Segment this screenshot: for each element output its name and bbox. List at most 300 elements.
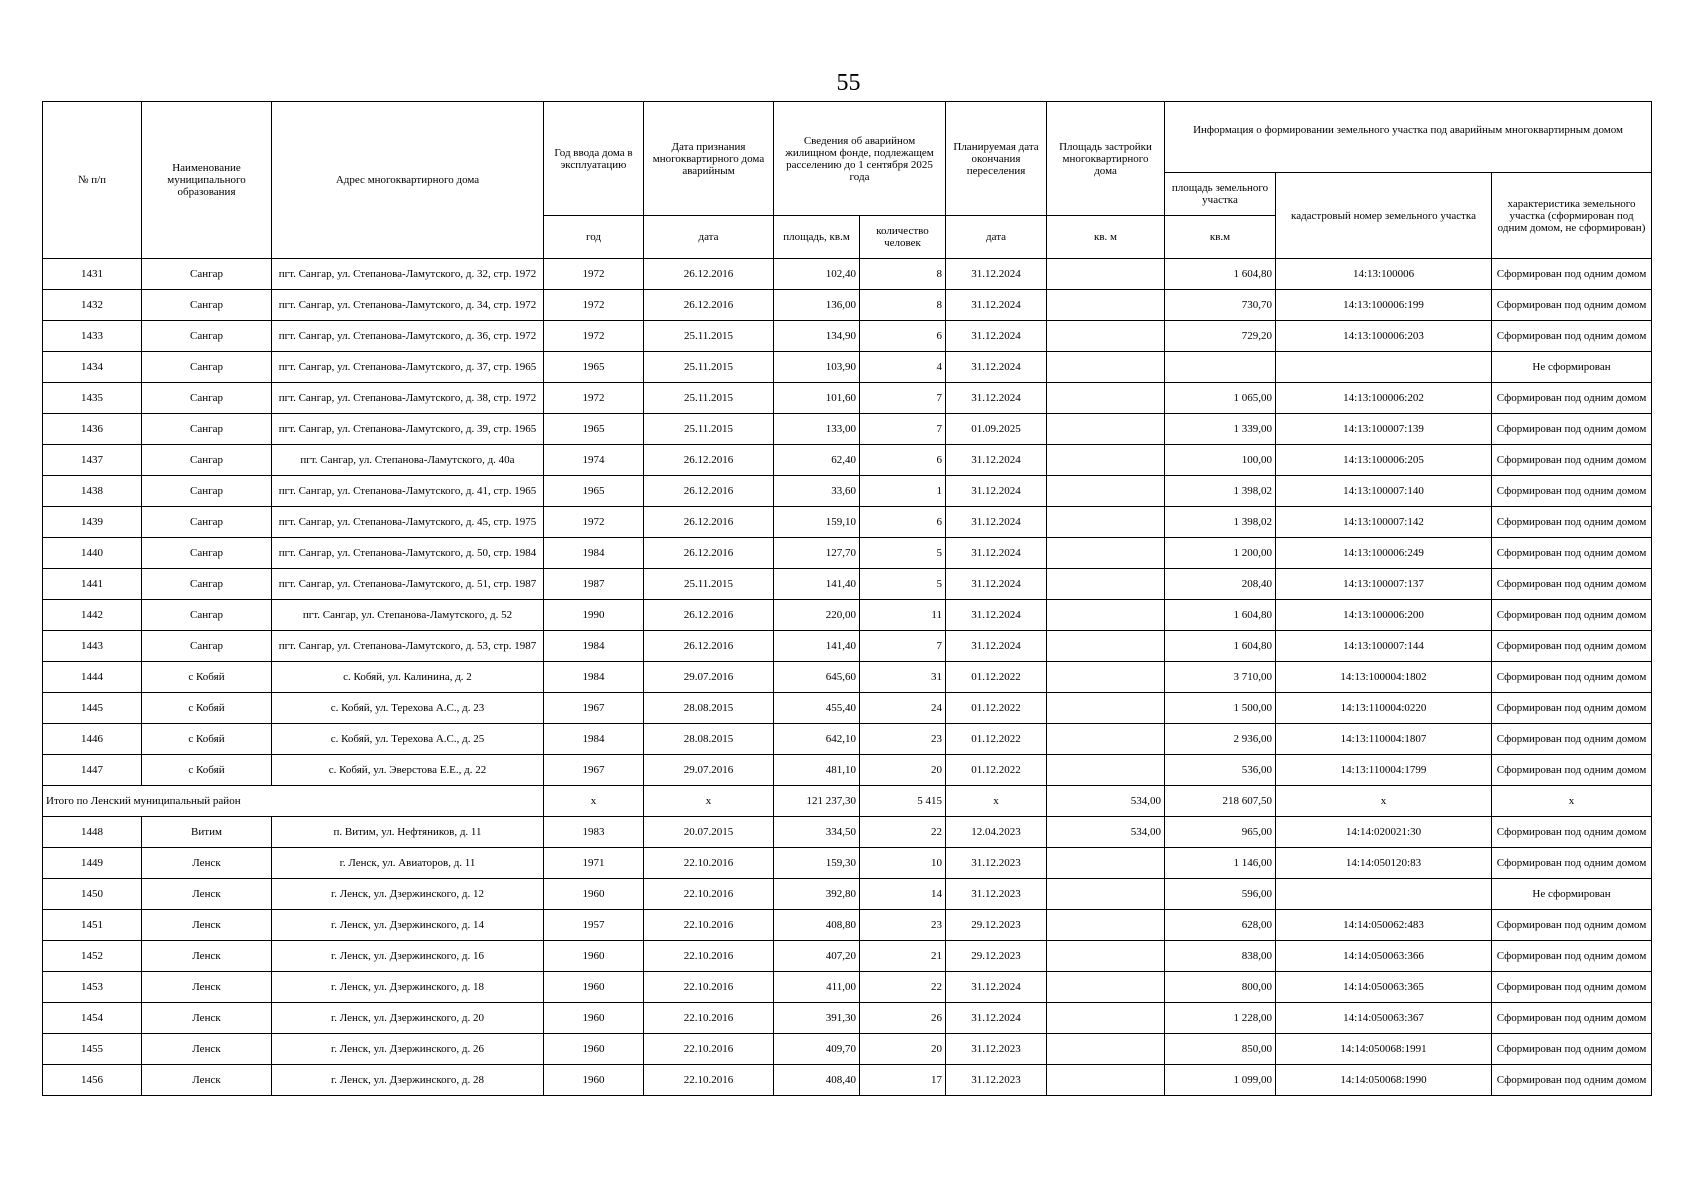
characteristic-cell: Сформирован под одним домом [1492,383,1652,414]
year-cell: 1974 [544,445,644,476]
address-cell: г. Ленск, ул. Дзержинского, д. 14 [272,910,544,941]
municipality-cell: Ленск [142,941,272,972]
row-num: 1450 [43,879,142,910]
planned-date-cell: 31.12.2024 [946,352,1047,383]
year-cell: 1971 [544,848,644,879]
planned-date-cell: 12.04.2023 [946,817,1047,848]
planned-date-cell: 31.12.2024 [946,290,1047,321]
row-num: 1441 [43,569,142,600]
total-date-cell: x [644,786,774,817]
people-cell: 8 [860,290,946,321]
characteristic-cell: Сформирован под одним домом [1492,848,1652,879]
planned-date-cell: 31.12.2024 [946,1003,1047,1034]
row-num: 1447 [43,755,142,786]
address-cell: пгт. Сангар, ул. Степанова-Ламутского, д. 52 [272,600,544,631]
planned-date-cell: 01.09.2025 [946,414,1047,445]
table-row [43,755,1652,786]
cadastral-cell: 14:14:050063:367 [1276,1003,1492,1034]
planned-date-cell: 29.12.2023 [946,941,1047,972]
cadastral-cell: 14:13:100007:137 [1276,569,1492,600]
row-num: 1434 [43,352,142,383]
cadastral-cell: 14:13:100007:142 [1276,507,1492,538]
header-planned-date: Планируемая дата окончания переселения [946,102,1047,216]
address-cell: г. Ленск, ул. Авиаторов, д. 11 [272,848,544,879]
planned-date-cell: 01.12.2022 [946,693,1047,724]
row-num: 1445 [43,693,142,724]
table-row [43,848,1652,879]
cadastral-cell: 14:13:100006:200 [1276,600,1492,631]
total-cad-cell: x [1276,786,1492,817]
characteristic-cell: Сформирован под одним домом [1492,290,1652,321]
header-year: Год ввода дома в эксплуатацию [544,102,644,216]
people-cell: 10 [860,848,946,879]
built-area-cell [1047,910,1165,941]
total-planned-cell: x [946,786,1047,817]
people-cell: 31 [860,662,946,693]
municipality-cell: Сангар [142,383,272,414]
address-cell: пгт. Сангар, ул. Степанова-Ламутского, д. 37, стр. 1965 [272,352,544,383]
municipality-cell: Сангар [142,631,272,662]
year-cell: 1972 [544,259,644,290]
table-row [43,941,1652,972]
table-row [43,1065,1652,1096]
planned-date-cell: 31.12.2023 [946,1034,1047,1065]
cadastral-cell: 14:14:050062:483 [1276,910,1492,941]
row-num: 1437 [43,445,142,476]
address-cell: г. Ленск, ул. Дзержинского, д. 16 [272,941,544,972]
built-area-cell [1047,414,1165,445]
built-area-cell [1047,569,1165,600]
table-row [43,383,1652,414]
header-land-info: Информация о формировании земельного участка под аварийным многоквартирным домом [1165,102,1652,173]
area-cell: 481,10 [774,755,860,786]
built-area-cell [1047,631,1165,662]
built-area-cell [1047,724,1165,755]
address-cell: пгт. Сангар, ул. Степанова-Ламутского, д. 40а [272,445,544,476]
municipality-cell: Ленск [142,910,272,941]
people-cell: 17 [860,1065,946,1096]
area-cell: 645,60 [774,662,860,693]
cadastral-cell: 14:13:100007:144 [1276,631,1492,662]
area-cell: 220,00 [774,600,860,631]
people-cell: 14 [860,879,946,910]
date-cell: 25.11.2015 [644,321,774,352]
planned-date-cell: 29.12.2023 [946,910,1047,941]
total-people-cell: 5 415 [860,786,946,817]
row-num: 1432 [43,290,142,321]
characteristic-cell: Сформирован под одним домом [1492,755,1652,786]
characteristic-cell: Сформирован под одним домом [1492,414,1652,445]
table-row [43,290,1652,321]
planned-date-cell: 31.12.2023 [946,1065,1047,1096]
cadastral-cell: 14:14:050068:1990 [1276,1065,1492,1096]
row-num: 1443 [43,631,142,662]
table-row [43,631,1652,662]
land-area-cell: 1 398,02 [1165,476,1276,507]
address-cell: с. Кобяй, ул. Терехова А.С., д. 25 [272,724,544,755]
area-cell: 455,40 [774,693,860,724]
table-row [43,1034,1652,1065]
unit-year: год [544,216,644,259]
year-cell: 1960 [544,1065,644,1096]
year-cell: 1984 [544,538,644,569]
area-cell: 127,70 [774,538,860,569]
municipality-cell: Ленск [142,972,272,1003]
land-area-cell [1165,352,1276,383]
table-row [43,879,1652,910]
row-num: 1442 [43,600,142,631]
characteristic-cell: Сформирован под одним домом [1492,321,1652,352]
land-area-cell: 2 936,00 [1165,724,1276,755]
address-cell: г. Ленск, ул. Дзержинского, д. 20 [272,1003,544,1034]
characteristic-cell: Сформирован под одним домом [1492,476,1652,507]
municipality-cell: Сангар [142,507,272,538]
land-area-cell: 596,00 [1165,879,1276,910]
year-cell: 1984 [544,724,644,755]
area-cell: 33,60 [774,476,860,507]
characteristic-cell: Сформирован под одним домом [1492,631,1652,662]
area-cell: 133,00 [774,414,860,445]
planned-date-cell: 31.12.2024 [946,507,1047,538]
date-cell: 22.10.2016 [644,1003,774,1034]
header-address: Адрес многоквартирного дома [272,102,544,259]
row-num: 1451 [43,910,142,941]
municipality-cell: Сангар [142,321,272,352]
area-cell: 62,40 [774,445,860,476]
area-cell: 102,40 [774,259,860,290]
cadastral-cell: 14:14:050068:1991 [1276,1034,1492,1065]
built-area-cell [1047,879,1165,910]
date-cell: 22.10.2016 [644,1034,774,1065]
table-row [43,507,1652,538]
built-area-cell: 534,00 [1047,817,1165,848]
land-area-cell: 1 500,00 [1165,693,1276,724]
land-area-cell: 3 710,00 [1165,662,1276,693]
cadastral-cell: 14:14:050120:83 [1276,848,1492,879]
year-cell: 1960 [544,1034,644,1065]
land-area-cell: 1 339,00 [1165,414,1276,445]
municipality-cell: с Кобяй [142,693,272,724]
date-cell: 28.08.2015 [644,693,774,724]
row-num: 1455 [43,1034,142,1065]
municipality-cell: с Кобяй [142,755,272,786]
people-cell: 21 [860,941,946,972]
year-cell: 1972 [544,507,644,538]
area-cell: 408,40 [774,1065,860,1096]
row-num: 1454 [43,1003,142,1034]
year-cell: 1972 [544,290,644,321]
address-cell: пгт. Сангар, ул. Степанова-Ламутского, д. 41, стр. 1965 [272,476,544,507]
land-area-cell: 850,00 [1165,1034,1276,1065]
address-cell: пгт. Сангар, ул. Степанова-Ламутского, д. 50, стр. 1984 [272,538,544,569]
row-num: 1456 [43,1065,142,1096]
area-cell: 392,80 [774,879,860,910]
planned-date-cell: 01.12.2022 [946,724,1047,755]
land-area-cell: 965,00 [1165,817,1276,848]
table-row [43,569,1652,600]
year-cell: 1987 [544,569,644,600]
planned-date-cell: 01.12.2022 [946,662,1047,693]
cadastral-cell: 14:14:050063:366 [1276,941,1492,972]
people-cell: 8 [860,259,946,290]
header-built-area: Площадь застройки многоквартирного дома [1047,102,1165,216]
municipality-cell: Ленск [142,1003,272,1034]
unit-sqm: кв. м [1047,216,1165,259]
people-cell: 11 [860,600,946,631]
planned-date-cell: 31.12.2024 [946,476,1047,507]
built-area-cell [1047,507,1165,538]
people-cell: 22 [860,817,946,848]
cadastral-cell: 14:13:110004:0220 [1276,693,1492,724]
cadastral-cell: 14:13:100006 [1276,259,1492,290]
year-cell: 1972 [544,321,644,352]
land-area-cell: 1 065,00 [1165,383,1276,414]
address-cell: г. Ленск, ул. Дзержинского, д. 12 [272,879,544,910]
built-area-cell [1047,755,1165,786]
address-cell: с. Кобяй, ул. Терехова А.С., д. 23 [272,693,544,724]
municipality-cell: Витим [142,817,272,848]
year-cell: 1990 [544,600,644,631]
land-area-cell: 536,00 [1165,755,1276,786]
characteristic-cell: Сформирован под одним домом [1492,724,1652,755]
table-row [43,693,1652,724]
characteristic-cell: Сформирован под одним домом [1492,1003,1652,1034]
table-row [43,817,1652,848]
characteristic-cell: Сформирован под одним домом [1492,569,1652,600]
people-cell: 24 [860,693,946,724]
address-cell: с. Кобяй, ул. Калинина, д. 2 [272,662,544,693]
date-cell: 25.11.2015 [644,569,774,600]
date-cell: 26.12.2016 [644,600,774,631]
row-num: 1438 [43,476,142,507]
people-cell: 5 [860,538,946,569]
date-cell: 22.10.2016 [644,1065,774,1096]
cadastral-cell: 14:13:100006:205 [1276,445,1492,476]
characteristic-cell: Сформирован под одним домом [1492,1034,1652,1065]
table-row [43,445,1652,476]
cadastral-cell: 14:13:100007:139 [1276,414,1492,445]
address-cell: пгт. Сангар, ул. Степанова-Ламутского, д. 51, стр. 1987 [272,569,544,600]
municipality-cell: Сангар [142,569,272,600]
cadastral-cell: 14:13:100006:203 [1276,321,1492,352]
row-num: 1444 [43,662,142,693]
built-area-cell [1047,972,1165,1003]
built-area-cell [1047,445,1165,476]
table-row [43,259,1652,290]
date-cell: 29.07.2016 [644,755,774,786]
cadastral-cell: 14:14:020021:30 [1276,817,1492,848]
built-area-cell [1047,290,1165,321]
built-area-cell [1047,693,1165,724]
municipality-cell: Ленск [142,879,272,910]
characteristic-cell: Сформирован под одним домом [1492,972,1652,1003]
land-area-cell: 838,00 [1165,941,1276,972]
municipality-cell: Сангар [142,290,272,321]
characteristic-cell: Сформирован под одним домом [1492,507,1652,538]
cadastral-cell: 14:13:110004:1799 [1276,755,1492,786]
people-cell: 7 [860,383,946,414]
built-area-cell [1047,600,1165,631]
table-row [43,352,1652,383]
date-cell: 25.11.2015 [644,383,774,414]
table-row [43,1003,1652,1034]
row-num: 1453 [43,972,142,1003]
land-area-cell: 1 099,00 [1165,1065,1276,1096]
address-cell: г. Ленск, ул. Дзержинского, д. 18 [272,972,544,1003]
date-cell: 20.07.2015 [644,817,774,848]
year-cell: 1983 [544,817,644,848]
area-cell: 391,30 [774,1003,860,1034]
area-cell: 407,20 [774,941,860,972]
municipality-cell: Сангар [142,538,272,569]
built-area-cell [1047,321,1165,352]
land-area-cell: 1 604,80 [1165,259,1276,290]
cadastral-cell: 14:13:100004:1802 [1276,662,1492,693]
housing-table [42,101,1652,1096]
built-area-cell [1047,259,1165,290]
cadastral-cell [1276,352,1492,383]
table-row [43,600,1652,631]
address-cell: п. Витим, ул. Нефтяников, д. 11 [272,817,544,848]
date-cell: 29.07.2016 [644,662,774,693]
row-num: 1439 [43,507,142,538]
date-cell: 22.10.2016 [644,941,774,972]
year-cell: 1967 [544,693,644,724]
municipality-cell: Сангар [142,600,272,631]
characteristic-cell: Сформирован под одним домом [1492,662,1652,693]
built-area-cell [1047,941,1165,972]
table-row [43,476,1652,507]
row-num: 1436 [43,414,142,445]
header-land-area: площадь земельного участка [1165,173,1276,216]
table-row [43,910,1652,941]
row-num: 1446 [43,724,142,755]
date-cell: 22.10.2016 [644,848,774,879]
land-area-cell: 1 604,80 [1165,600,1276,631]
built-area-cell [1047,538,1165,569]
municipality-cell: Сангар [142,414,272,445]
total-year-cell: x [544,786,644,817]
area-cell: 136,00 [774,290,860,321]
unit-date2: дата [946,216,1047,259]
built-area-cell [1047,1065,1165,1096]
characteristic-cell: Сформирован под одним домом [1492,817,1652,848]
header-cadastral: кадастровый номер земельного участка [1276,173,1492,259]
area-cell: 409,70 [774,1034,860,1065]
row-num: 1431 [43,259,142,290]
built-area-cell [1047,476,1165,507]
municipality-cell: Сангар [142,476,272,507]
land-area-cell: 800,00 [1165,972,1276,1003]
row-num: 1440 [43,538,142,569]
planned-date-cell: 31.12.2024 [946,569,1047,600]
planned-date-cell: 31.12.2024 [946,972,1047,1003]
area-cell: 159,30 [774,848,860,879]
page-number: 55 [836,70,861,96]
planned-date-cell: 31.12.2024 [946,631,1047,662]
characteristic-cell: Не сформирован [1492,352,1652,383]
date-cell: 25.11.2015 [644,414,774,445]
land-area-cell: 208,40 [1165,569,1276,600]
land-area-cell: 1 604,80 [1165,631,1276,662]
cadastral-cell [1276,879,1492,910]
date-cell: 26.12.2016 [644,538,774,569]
land-area-cell: 1 398,02 [1165,507,1276,538]
people-cell: 6 [860,507,946,538]
row-num: 1448 [43,817,142,848]
planned-date-cell: 31.12.2024 [946,259,1047,290]
address-cell: с. Кобяй, ул. Эверстова Е.Е., д. 22 [272,755,544,786]
unit-area: площадь, кв.м [774,216,860,259]
year-cell: 1957 [544,910,644,941]
address-cell: г. Ленск, ул. Дзержинского, д. 26 [272,1034,544,1065]
year-cell: 1984 [544,631,644,662]
land-area-cell: 1 228,00 [1165,1003,1276,1034]
characteristic-cell: Сформирован под одним домом [1492,600,1652,631]
table-body [43,259,1652,1096]
date-cell: 22.10.2016 [644,910,774,941]
people-cell: 4 [860,352,946,383]
people-cell: 22 [860,972,946,1003]
address-cell: г. Ленск, ул. Дзержинского, д. 28 [272,1065,544,1096]
characteristic-cell: Сформирован под одним домом [1492,693,1652,724]
characteristic-cell: Сформирован под одним домом [1492,445,1652,476]
header-characteristic: характеристика земельного участка (сформирован под одним домом, не сформирован) [1492,173,1652,259]
land-area-cell: 628,00 [1165,910,1276,941]
year-cell: 1965 [544,476,644,507]
header-emergency-info: Сведения об аварийном жилищном фонде, подлежащем расселению до 1 сентября 2025 года [774,102,946,216]
address-cell: пгт. Сангар, ул. Степанова-Ламутского, д. 32, стр. 1972 [272,259,544,290]
address-cell: пгт. Сангар, ул. Степанова-Ламутского, д. 39, стр. 1965 [272,414,544,445]
planned-date-cell: 31.12.2023 [946,848,1047,879]
cadastral-cell: 14:13:100007:140 [1276,476,1492,507]
municipality-cell: Ленск [142,1065,272,1096]
land-area-cell: 729,20 [1165,321,1276,352]
year-cell: 1960 [544,972,644,1003]
people-cell: 20 [860,755,946,786]
address-cell: пгт. Сангар, ул. Степанова-Ламутского, д. 34, стр. 1972 [272,290,544,321]
area-cell: 159,10 [774,507,860,538]
address-cell: пгт. Сангар, ул. Степанова-Ламутского, д. 36, стр. 1972 [272,321,544,352]
people-cell: 20 [860,1034,946,1065]
municipality-cell: с Кобяй [142,724,272,755]
date-cell: 25.11.2015 [644,352,774,383]
land-area-cell: 730,70 [1165,290,1276,321]
total-label: Итого по Ленский муниципальный район [43,786,544,817]
total-built-cell: 534,00 [1047,786,1165,817]
year-cell: 1960 [544,941,644,972]
area-cell: 134,90 [774,321,860,352]
land-area-cell: 1 200,00 [1165,538,1276,569]
land-area-cell: 100,00 [1165,445,1276,476]
built-area-cell [1047,352,1165,383]
address-cell: пгт. Сангар, ул. Степанова-Ламутского, д. 38, стр. 1972 [272,383,544,414]
people-cell: 7 [860,631,946,662]
unit-kvm: кв.м [1165,216,1276,259]
table-row [43,662,1652,693]
unit-date: дата [644,216,774,259]
municipality-cell: Сангар [142,445,272,476]
municipality-cell: Ленск [142,1034,272,1065]
year-cell: 1965 [544,352,644,383]
unit-people: количество человек [860,216,946,259]
people-cell: 6 [860,445,946,476]
table-row [43,972,1652,1003]
date-cell: 22.10.2016 [644,972,774,1003]
area-cell: 141,40 [774,569,860,600]
address-cell: пгт. Сангар, ул. Степанова-Ламутского, д. 45, стр. 1975 [272,507,544,538]
area-cell: 141,40 [774,631,860,662]
